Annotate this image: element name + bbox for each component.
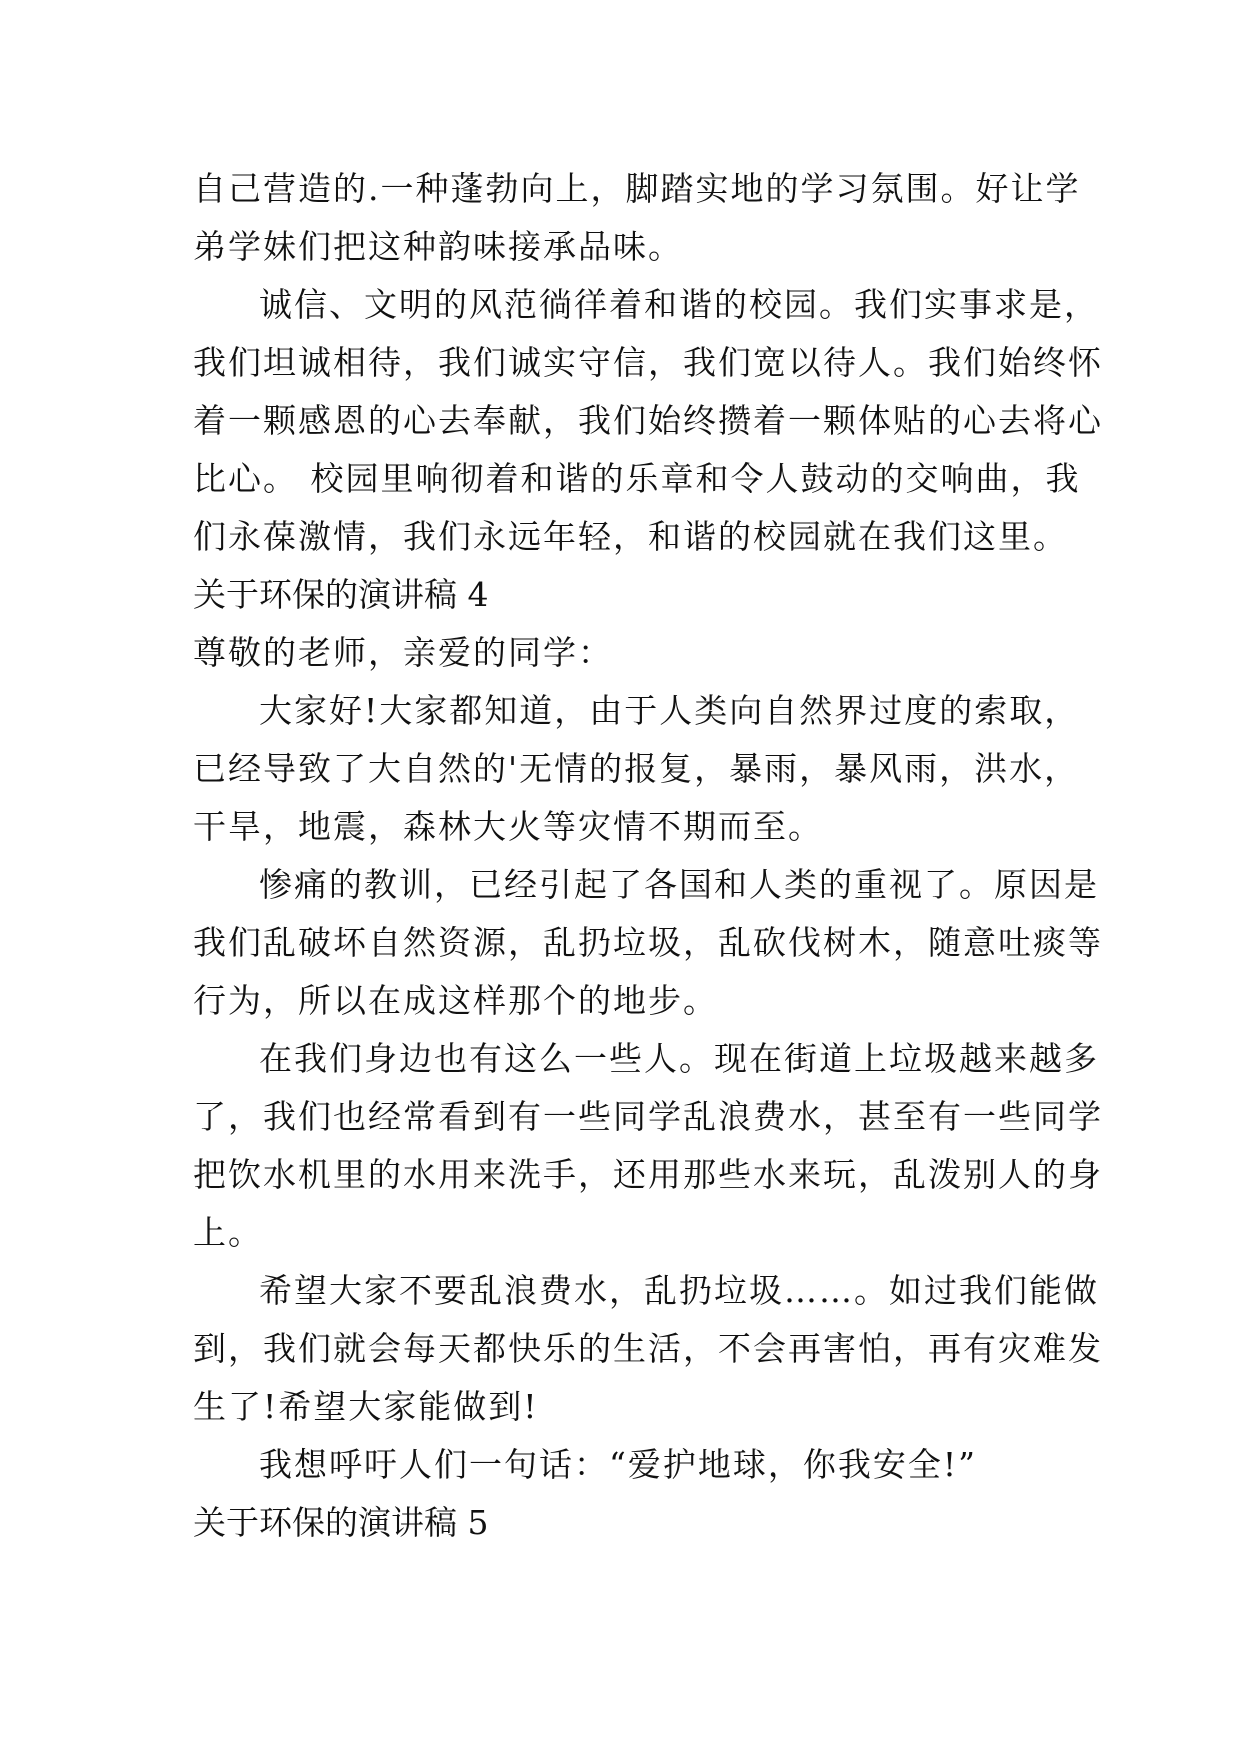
- salutation: 尊敬的老师，亲爱的同学：: [193, 633, 613, 672]
- paragraph-start: 惨痛的教训，已经引起了各国和人类的重视了。原因是: [259, 865, 1099, 904]
- section-heading: 关于环保的演讲稿 4: [193, 575, 489, 614]
- text-line: 我们乱破坏自然资源，乱扔垃圾，乱砍伐树木，随意吐痰等: [193, 923, 1103, 962]
- text-line: 行为，所以在成这样那个的地步。: [193, 981, 718, 1020]
- paragraph-start: 诚信、文明的风范徜徉着和谐的校园。我们实事求是，: [259, 285, 1099, 324]
- text-line: 已经导致了大自然的'无情的报复，暴雨，暴风雨，洪水，: [193, 749, 1080, 788]
- text-line: 干旱，地震，森林大火等灾情不期而至。: [193, 807, 823, 846]
- text-line: 到，我们就会每天都快乐的生活，不会再害怕，再有灾难发: [193, 1329, 1103, 1368]
- document-body: [193, 160, 1103, 1552]
- text-line: 着一颗感恩的心去奉献，我们始终攒着一颗体贴的心去将心: [193, 401, 1103, 440]
- text-line: 我们坦诚相待，我们诚实守信，我们宽以待人。我们始终怀: [193, 343, 1103, 382]
- text-line: 生了!希望大家能做到!: [193, 1387, 539, 1426]
- section-heading: 关于环保的演讲稿 5: [193, 1503, 489, 1542]
- paragraph-start: 希望大家不要乱浪费水，乱扔垃圾……。如过我们能做: [259, 1271, 1099, 1310]
- text-line: 比心。 校园里响彻着和谐的乐章和令人鼓动的交响曲，我: [193, 459, 1081, 498]
- text-line: 弟学妹们把这种韵味接承品味。: [193, 227, 683, 266]
- paragraph-start: 大家好!大家都知道，由于人类向自然界过度的索取，: [259, 691, 1080, 730]
- paragraph-start: 我想呼吁人们一句话：“爱护地球，你我安全!”: [259, 1445, 978, 1484]
- text-line: 上。: [193, 1213, 263, 1252]
- text-line: 自己营造的.一种蓬勃向上，脚踏实地的学习氛围。好让学: [193, 169, 1081, 208]
- text-line: 把饮水机里的水用来洗手，还用那些水来玩，乱泼别人的身: [193, 1155, 1103, 1194]
- text-line: 们永葆激情，我们永远年轻，和谐的校园就在我们这里。: [193, 517, 1068, 556]
- text-line: 了，我们也经常看到有一些同学乱浪费水，甚至有一些同学: [193, 1097, 1103, 1136]
- paragraph-start: 在我们身边也有这么一些人。现在街道上垃圾越来越多: [259, 1039, 1099, 1078]
